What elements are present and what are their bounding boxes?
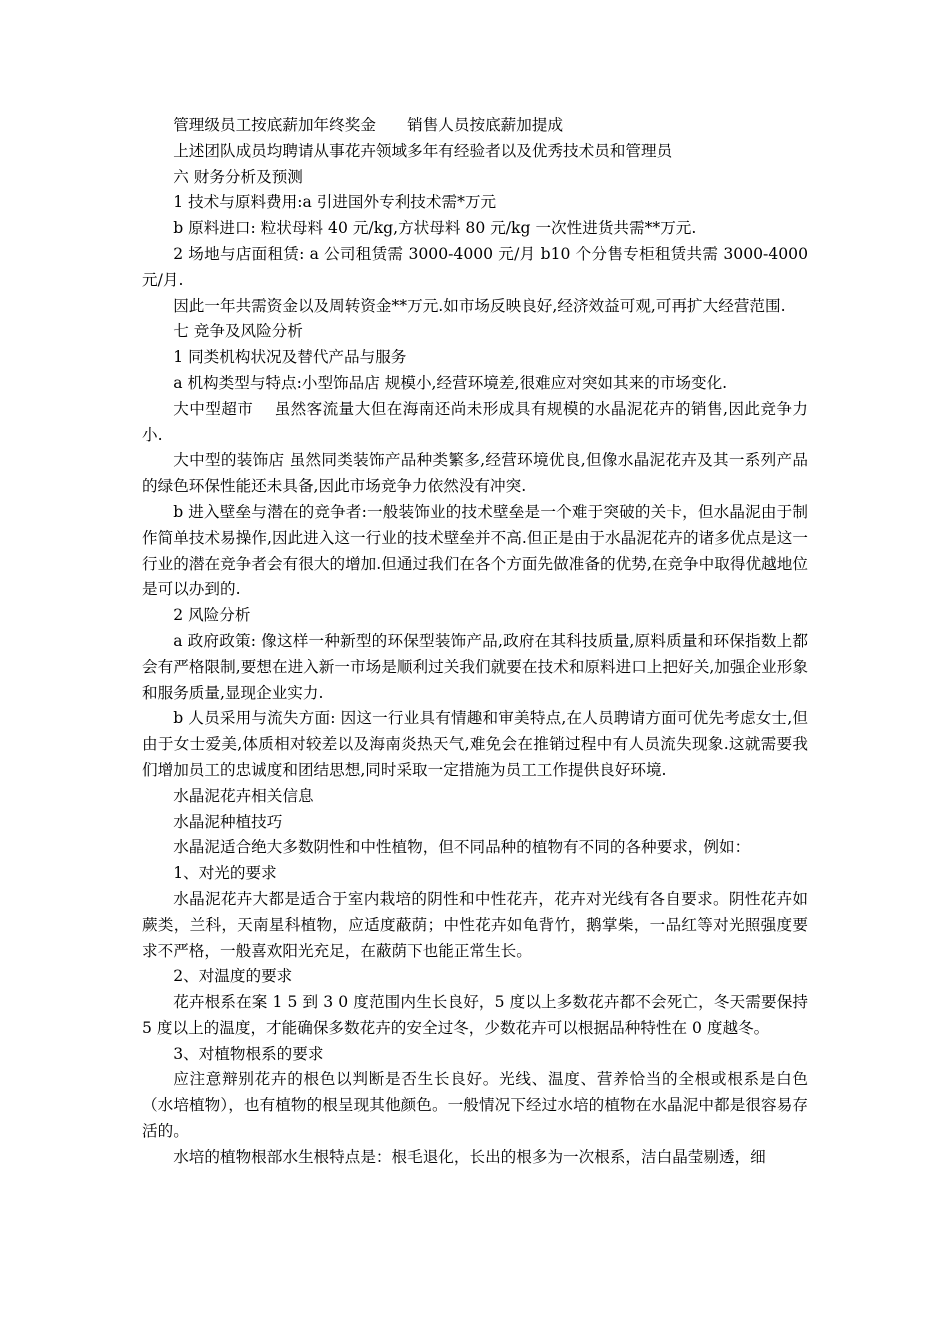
paragraph-21: 水晶泥花卉大都是适合于室内栽培的阴性和中性花卉，花卉对光线有各自要求。阴性花卉如蕨类，兰科，天南星科植物，应适度蔽荫；中性花卉如龟背竹，鹅掌柴，一品红等对光照强度要求不严格，一般喜欢阳光充足，在蔽荫下也能正常生长。 xyxy=(142,889,808,960)
paragraph-17: 水晶泥花卉相关信息 xyxy=(173,786,314,805)
section-heading-7: 七 竞争及风险分析 xyxy=(173,322,303,341)
paragraph-23: 花卉根系在案 1 5 到 3 0 度范围内生长良好，5 度以上多数花卉都不会死亡，冬天需要保持 5 度以上的温度，才能确保多数花卉的安全过冬，少数花卉可以根据品种特性在 0 度越冬。 xyxy=(142,993,808,1037)
paragraph-1: 管理级员工按底薪加年终奖金 销售人员按底薪加提成 xyxy=(173,116,564,134)
paragraph-19: 水晶泥适合绝大多数阴性和中性植物，但不同品种的植物有不同的各种要求，例如： xyxy=(173,838,751,857)
paragraph-24: 3、对植物根系的要求 xyxy=(173,1044,324,1063)
paragraph-14: 2 风险分析 xyxy=(173,606,251,625)
paragraph-6: 2 场地与店面租赁: a 公司租赁需 3000-4000 元/月 b10 个分售专柜租赁共需 3000-4000 元/月. xyxy=(142,244,808,289)
paragraph-9: 1 同类机构状况及替代产品与服务 xyxy=(173,348,407,367)
paragraph-5: b 原料进口: 粒状母料 40 元/kg,方状母料 80 元/kg 一次性进货共需**万元. xyxy=(173,219,697,238)
paragraph-12: 大中型的装饰店 虽然同类装饰产品种类繁多,经营环境优良,但像水晶泥花卉及其一系列产品的绿色环保性能还未具备,因此市场竞争力依然没有冲突. xyxy=(142,451,808,496)
paragraph-2: 上述团队成员均聘请从事花卉领域多年有经验者以及优秀技术员和管理员 xyxy=(173,141,673,160)
paragraph-13: b 进入壁垒与潜在的竞争者:一般装饰业的技术壁垒是一个难于突破的关卡，但水晶泥由于制作简单技术易操作,因此进入这一行业的技术壁垒并不高.但正是由于水晶泥花卉的诸多优点是这一行业的潜在竞争者会有很大的增加.但通过我们在各个方面先做准备的优势,在竞争中取得优越地位是可以办到的. xyxy=(142,502,808,599)
document-page xyxy=(142,113,808,1171)
paragraph-15: a 政府政策: 像这样一种新型的环保型装饰产品,政府在其科技质量,原料质量和环保指数上都会有严格限制,要想在进入新一市场是顺利过关我们就要在技术和原料进口上把好关,加强企业形象和服务质量,显现企业实力. xyxy=(142,631,808,702)
paragraph-20: 1、对光的要求 xyxy=(173,864,277,883)
paragraph-10: a 机构类型与特点:小型饰品店 规模小,经营环境差,很难应对突如其来的市场变化. xyxy=(173,373,728,392)
paragraph-16: b 人员采用与流失方面: 因这一行业具有情趣和审美特点,在人员聘请方面可优先考虑女士,但由于女士爱美,体质相对较差以及海南炎热天气,难免会在推销过程中有人员流失现象.这就需要我们增加员工的忠诚度和团结思想,同时采取一定措施为员工工作提供良好环境. xyxy=(142,709,808,779)
paragraph-7: 因此一年共需资金以及周转资金**万元.如市场反映良好,经济效益可观,可再扩大经营范围. xyxy=(173,296,786,315)
section-heading-6: 六 财务分析及预测 xyxy=(173,167,303,186)
paragraph-22: 2、对温度的要求 xyxy=(173,967,293,986)
paragraph-18: 水晶泥种植技巧 xyxy=(173,812,283,831)
paragraph-26: 水培的植物根部水生根特点是：根毛退化，长出的根多为一次根系，洁白晶莹剔透，细 xyxy=(173,1147,766,1166)
paragraph-25: 应注意辩别花卉的根色以判断是否生长良好。光线、温度、营养恰当的全根或根系是白色（水培植物），也有植物的根呈现其他颜色。一般情况下经过水培的植物在水晶泥中都是很容易存活的。 xyxy=(142,1070,808,1141)
paragraph-4: 1 技术与原料费用:a 引进国外专利技术需*万元 xyxy=(173,193,497,212)
paragraph-11: 大中型超市 虽然客流量大但在海南还尚未形成具有规模的水晶泥花卉的销售,因此竞争力小. xyxy=(142,399,808,444)
